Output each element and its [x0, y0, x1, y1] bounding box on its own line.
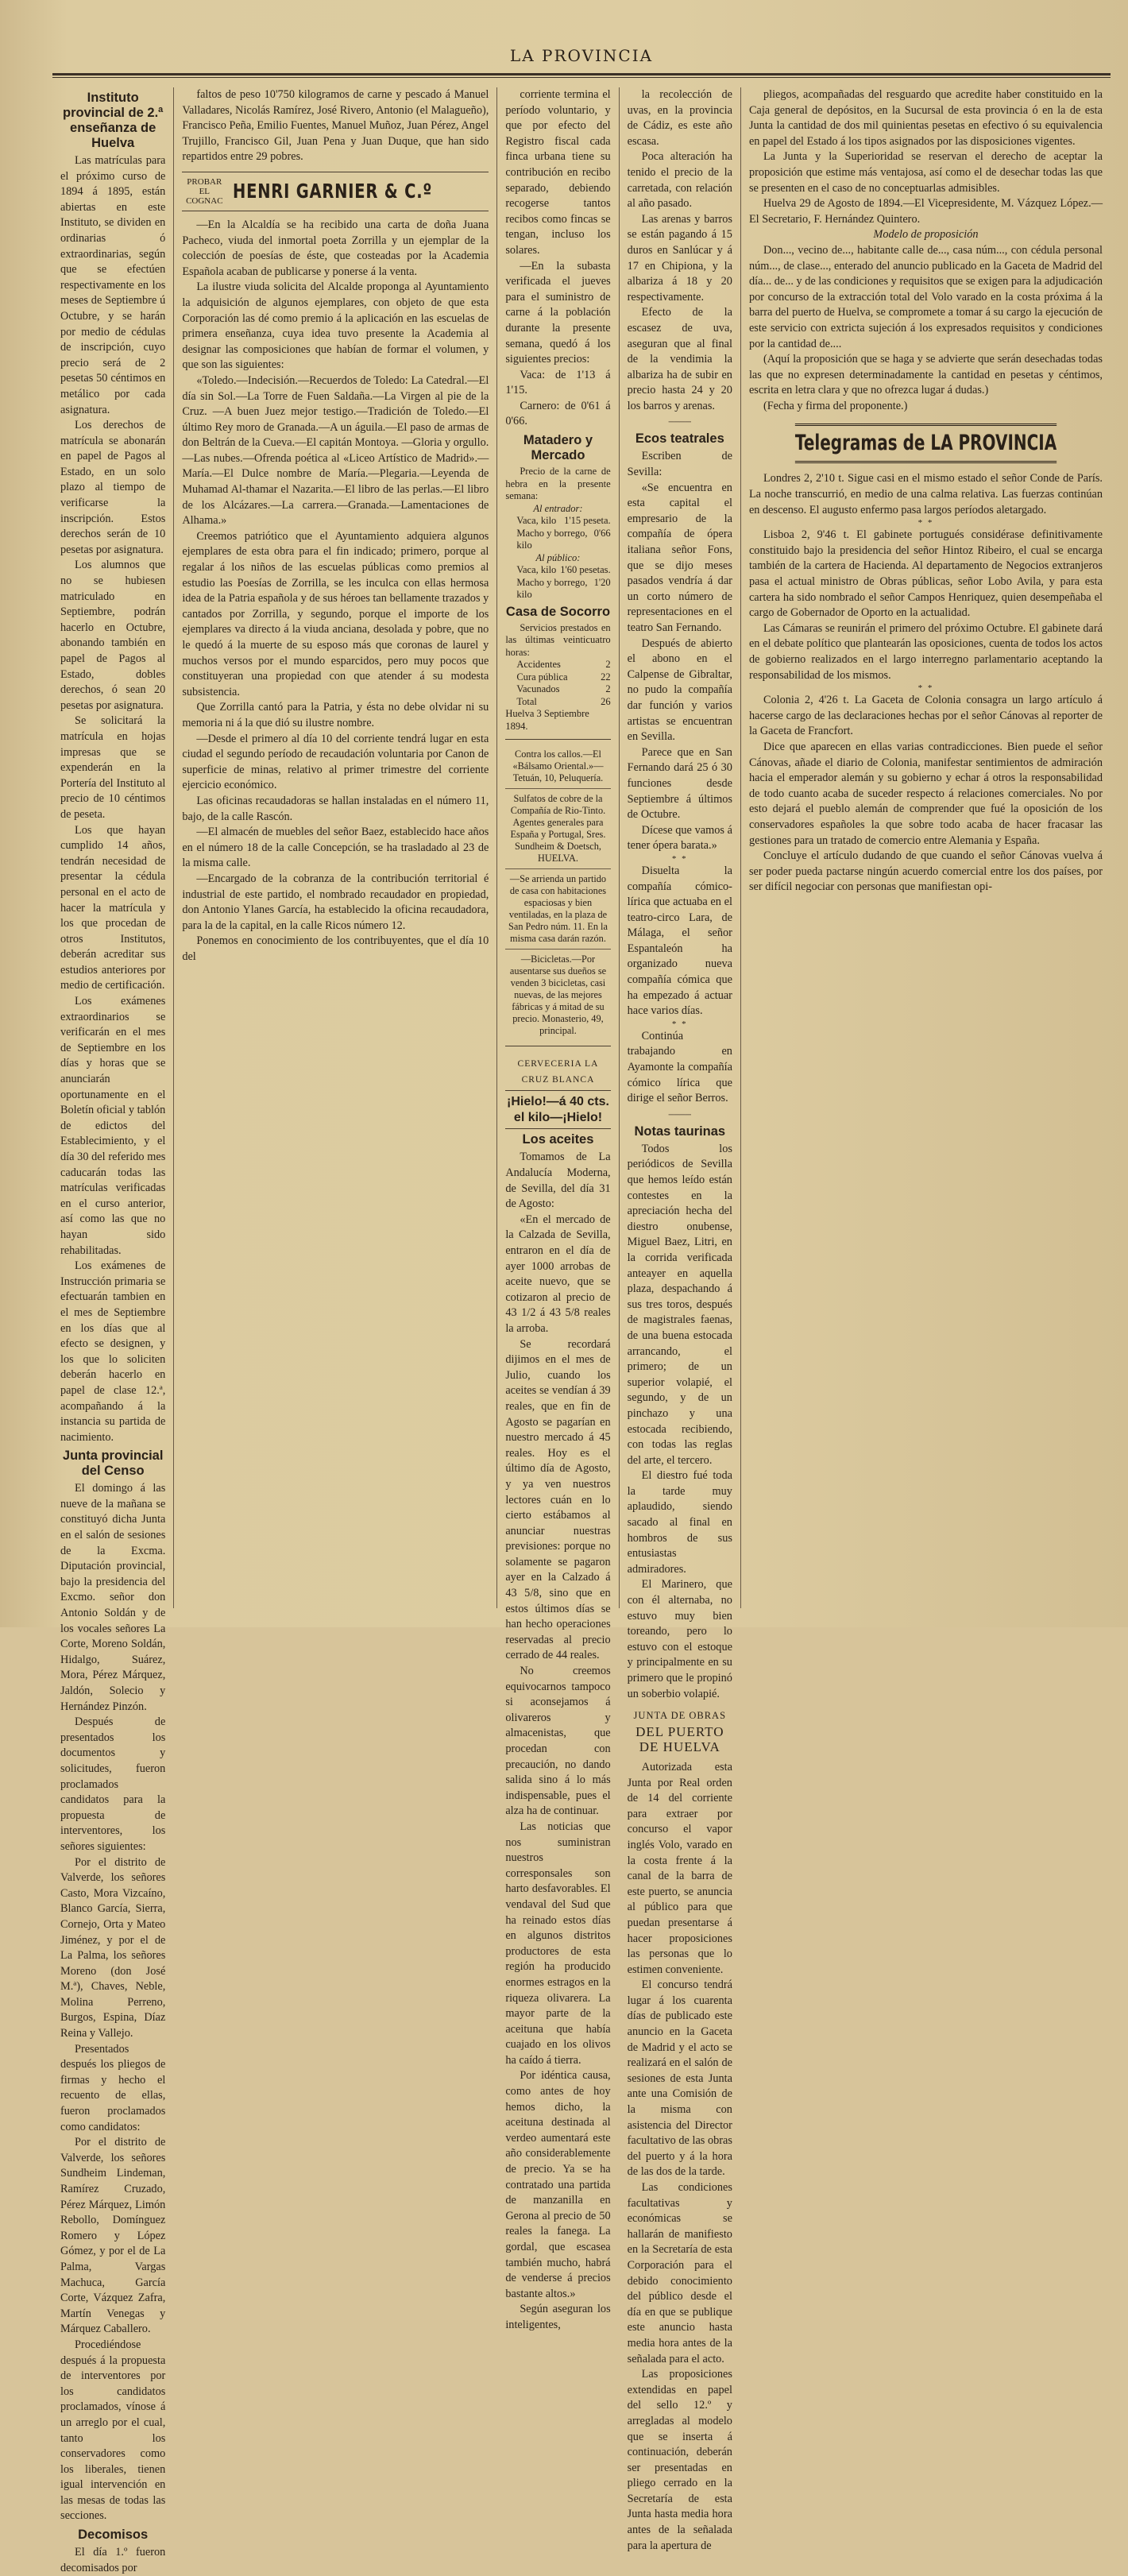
table-row [505, 564, 610, 577]
row-label: Macho y borrego, kilo [516, 527, 588, 551]
row-label: Accidentes [516, 659, 561, 671]
headline-telegramas: Telegramas de LA PROVINCIA [795, 424, 1057, 463]
table-row [505, 683, 610, 696]
section-stars: * * [917, 518, 934, 528]
paragraph: (Fecha y firma del proponente.) [763, 399, 908, 412]
paragraph: Las matrículas para el próximo curso de 1894 á 1895, están abiertas en este Instituto, se dividen en ordinarias ó extraordinarias, según que se efectúen respectivamente en los meses de Septiembre ú Octubre, y se harán por medio de cédulas de inscripción, cuyo precio será de 2 pesetas 50 céntimos en metálico por cada asignatura. [60, 154, 166, 416]
paragraph: Se recordará dijimos en el mes de Julio, cuando los aceites se vendían á 39 reales, que en fin de Agosto se pagarían en nuestro mercado á 45 reales. Hoy es el último día de Agosto, y ya ven nuestros lectores cuán en lo cierto estábamos al anunciar nuestras previsiones: porque no solamente se pagaron ayer en la Calzado á 43 5/8, sino que en estos últimos días se han hecho operaciones reservadas al precio cerrado de 44 reales. [505, 1337, 611, 1662]
row-label: Total [516, 695, 537, 707]
paragraph: Según aseguran los inteligentes, [505, 2303, 611, 2331]
ad-garnier-name: HENRI GARNIER & C.º [233, 180, 433, 203]
paragraph: Que Zorrilla cantó para la Patria, y ésta no debe olvidar ni su memoria ni á la que dió su ilustre nombre. [182, 701, 489, 729]
column-2 [174, 87, 497, 1608]
paragraph: Las condiciones facultativas y económicas se hallarán de manifiesto en la Secretaría de esta Corporación para el debido conocimiento del público desde el día en que se publique este anuncio hasta media hora antes de la señalada para el acto. [627, 2181, 732, 2365]
paragraph: Colonia 2, 4'26 t. La Gaceta de Colonia consagra un largo artículo á hacerse cargo de las declaraciones hechas por el señor Cánovas al reporter de la Gaceta de Francfort. [748, 694, 1103, 738]
headline-casa-socorro: Casa de Socorro [505, 604, 611, 619]
paragraph: El concurso tendrá lugar á los cuarenta días de publicado este anuncio en la Gaceta de Madrid y el acto se realizará en el salón de sesiones de esta Junta ante una Comisión de la misma con asistencia del Director facultativo de las obras del puerto y á la hora de las dos de la tarde. [627, 1978, 732, 2179]
column-5 [741, 87, 1111, 1608]
table-subhead: Al público: [535, 551, 581, 563]
headline-junta-censo: Junta provincial del Censo [62, 1449, 164, 1479]
paragraph: Presentados después los pliegos de firmas y hecho el recuento de ellas, fueron proclamados como candidatos: [60, 2042, 166, 2133]
section-stars: * * [671, 853, 688, 864]
paragraph: Por idéntica causa, como antes de hoy hemos dicho, la aceituna destinada al verdeo aumentará este año considerablemente de precio. Ya se ha contratado una partida de manzanilla en Gerona al precio de 50 reales la fanega. La gordal, que escasea también mucho, habrá de venderse á precios bastante altos.» [505, 2069, 611, 2300]
headline-notas-taurinas: Notas taurinas [634, 1124, 726, 1139]
section-stars: * * [917, 683, 934, 694]
junta-head-line1: JUNTA DE OBRAS [633, 1710, 727, 1722]
ad-cerveceria: CERVECERIA LA CRUZ BLANCA [517, 1059, 599, 1085]
decorative-rule: ──── [668, 418, 691, 427]
ad-callos: Contra los callos.—El «Bálsamo Oriental.»—Tetuán, 10, Peluquería. [505, 745, 610, 789]
table-row [505, 577, 610, 601]
row-value: 2 [605, 683, 611, 695]
headline-junta-obras [628, 1708, 732, 1755]
paragraph: Los alumnos que no se hubiesen matriculado en Septiembre, podrán hacerlo en Octubre, abonando también en papel de Pagos al Estado, dobles derechos, ó sean 20 pesetas por asignatura. [60, 559, 166, 712]
ad-henri-garnier [182, 172, 489, 211]
paragraph: (Aquí la proposición que se haga y se advierte que serán desechadas todas las que no expresen determinadamente la cantidad en pesetas y céntimos, escrita en letra clara y que no ofrezca lugar á dudas.) [748, 353, 1103, 397]
paragraph: La ilustre viuda solicita del Alcalde proponga al Ayuntamiento la adquisición de algunos ejemplares, con objeto de que esta Corporación las dé como premio á la aplicación en las escuelas de primera enseñanza, cuya idea tuvo presente la Academia al designar las composiciones que habían de formar el volumen, y que son las siguientes: [182, 280, 489, 372]
table-row [505, 696, 610, 709]
paragraph: Continúa trabajando en Ayamonte la compañía cómico lírica que dirige el señor Berros. [627, 1029, 732, 1105]
headline-aceites: Los aceites [522, 1132, 594, 1147]
paragraph: Los exámenes extraordinarios se verificarán en el mes de Septiembre en los días y horas que se anunciarán oportunamente en el Boletín oficial y tablón de edictos del Establecimiento, y el día 30 del referido mes caducarán todas las matrículas verificadas en el curso anterior, así como las que no hayan sido rehabilitadas. [60, 995, 166, 1257]
paragraph: Poca alteración ha tenido el precio de la carretada, con relación al año pasado. [627, 150, 732, 211]
table-row [505, 515, 610, 528]
row-label: Vacunados [516, 683, 560, 695]
paragraph: El domingo á las nueve de la mañana se constituyó dicha Junta en el salón de sesiones de la Excma. Diputación provincial, bajo la presidencia del Excmo. señor don Antonio Soldán y de los vocales señores La Corte, Moreno Soldán, Hidalgo, Suárez, Mora, Pérez Márquez, Jaldón, Solecio y Hernández Pinzón. [60, 1482, 166, 1713]
masthead-rule-thin [52, 77, 1111, 78]
paragraph: Dícese que vamos á tener ópera barata.» [627, 823, 732, 853]
paragraph: Efecto de la escasez de uva, aseguran que al final de la vendimia la albariza ha de subir en precio hasta 24 y 20 los barros y arenas. [627, 306, 732, 412]
paragraph: pliegos, acompañadas del resguardo que acredite haber constituido en la Caja general de depósitos, en la Sucursal de esta provincia ó en la de esta Junta la cantidad de dos mil quinientas pesetas en efectivo ó su equivalencia en papel del Estado á los tipos asignados por las disposiciones vigentes. [748, 88, 1103, 148]
paragraph: Dice que aparecen en ellas varias contradicciones. Bien puede el señor Cánovas, añade el diario de Colonia, manifestar sentimientos de admiración hacia el emperador alemán y su gobierno y echar á otros la responsabilidad de todo cuanto acaba de suceder respecto á relaciones comerciales. No por esto dejará el pueblo alemán de comprender que fué la oposición de los conservadores españoles la que sobre todo acaba de hacer fracasar las gestiones para un tratado de comercio entre Alemania y España. [748, 740, 1103, 847]
paragraph: Londres 2, 2'10 t. Sigue casi en el mismo estado el señor Conde de París. La noche transcurrió, en medio de una calma relativa. Las fuerzas continúan en descenso. El augusto enfermo pasa largos períodos aletargado. [748, 472, 1103, 516]
paragraph: Después de presentados los documentos y solicitudes, fueron proclamados candidatos para la propuesta de interventores, los señores siguientes: [60, 1715, 166, 1853]
column-1 [52, 87, 174, 2574]
table-row [505, 659, 610, 671]
paragraph: corriente termina el período voluntario, y que por efecto del Registro fiscal cada finca urbana tiene su contribución en recibo separado, debiendo recogerse tantos recibos como fincas se tengan, incluso los solares. [505, 88, 611, 257]
row-value: 1'20 [593, 576, 611, 588]
column-3 [497, 87, 619, 2331]
paragraph: Carnero: de 0'61 á 0'66. [505, 399, 611, 428]
paragraph: Huelva 29 de Agosto de 1894.—El Vicepresidente, M. Vázquez López.—El Secretario, F. Hernández Quintero. [748, 197, 1103, 226]
paragraph: Creemos patriótico que el Ayuntamiento adquiera algunos ejemplares de esta obra para el fin indicado; primero, porque al regalar á los niños de las escuelas públicas como premios al estudio las Poesías de Zorrilla, se les inculca con ellas hermosa idea de la Patria española y de sus héroes tan bellamente trazados y cantados por Zorrilla, y segundo, porque el importe de los ejemplares va directo á la viuda anciana, desolada y pobre, que no le quedó á la muerte de su esposo más que coronas de laurel y muchos versos por el mundo esparcidos, pero muy pocos que constituyeran una propiedad con que atender á su modesta subsistencia. [182, 529, 489, 698]
classified-ads [505, 739, 610, 1046]
paragraph: Escriben de Sevilla: [627, 450, 732, 479]
headline-ecos-teatrales: Ecos teatrales [635, 431, 724, 447]
table-note: Precio de la carne de hebra en la presente semana: [505, 466, 611, 502]
masthead: LA PROVINCIA [509, 46, 654, 65]
paragraph: Procediéndose después á la propuesta de interventores por los candidatos proclamados, vínose á un arreglo por el cual, tanto los conservadores como los liberales, tienen igual intervención en las mesas de todas las secciones. [60, 2338, 166, 2523]
dateline: Huelva 3 Septiembre 1894. [505, 708, 589, 732]
paragraph: Las noticias que nos suministran nuestros corresponsales son harto desfavorables. El vendaval del Sud que ha reinado estos días en algunos distritos productores de esta región ha producido enormes estragos en la riqueza olivarera. La mayor parte de la aceituna que había cuajado en los olivos ha caído á tierra. [505, 1820, 611, 2067]
paragraph: Los que hayan cumplido 14 años, tendrán necesidad de presentar la cédula personal en el acto de hacer la matrícula y los que procedan de otros Institutos, deberán acreditar sus estudios anteriores por medio de certificación. [60, 823, 166, 992]
table-row [505, 528, 610, 552]
row-value: 2 [605, 659, 611, 671]
row-value: 1'15 peseta. [564, 515, 611, 527]
paragraph: —En la Alcaldía se ha recibido una carta de doña Juana Pacheco, viuda del inmortal poeta Zorrilla y un ejemplar de la colección de poesías de éste, que costeadas por la Academia Española acaban de publicarse y ponerse á la venta. [182, 218, 489, 278]
ad-arrienda: —Se arrienda un partido de casa con habitaciones espaciosas y bien ventiladas, en la plaza de San Pedro núm. 11. En la misma casa darán razón. [505, 869, 610, 950]
headline-matadero: Matadero y Mercado [523, 433, 593, 463]
row-value: 0'66 [593, 527, 611, 539]
headline-instituto: Instituto provincial de 2.ª enseñanza de Huelva [63, 91, 164, 150]
paragraph: «En el mercado de la Calzada de Sevilla, entraron en el día de ayer 1000 arrobas de aceite nuevo, que se cotizaron al precio de 43 1/2 á 43 5/8 reales la arroba. [505, 1213, 611, 1335]
ad-bicicletas: —Bicicletas.—Por ausentarse sus dueños se venden 3 bicicletas, casi nuevas, de las mejores fábricas y á mitad de su precio. Monasterio, 49, principal. [509, 953, 607, 1037]
paragraph: Los derechos de matrícula se abonarán en papel de Pagos al Estado, en un solo plazo al tiempo de verificarse la inscripción. Estos derechos serán de 10 pesetas por asignatura. [60, 419, 166, 556]
paragraph: —En la subasta verificada el jueves para el suministro de carne á la población durante la presente semana, quedó á los siguientes precios: [505, 259, 611, 366]
paragraph: «Toledo.—Indecisión.—Recuerdos de Toledo: La Catedral.—El día sin Sol.—La Torre de Fuen Saldaña.—La Virgen al pie de la Cruz. —A buen Juez mejor testigo.—Tradición de Toledo.—El último Rey moro de Granada.—A un águila.—El paso de armas de don Beltrán de la Cueva.—El capitán Montoya. —Gloria y orgullo.—Las nubes.—Ofrenda poética al «Liceo Artístico de Madrid».—María.—El Dulce nombre de María.—Plegaria.—Leyenda de Muhamad Al-thamar el Nazarita.—El libro de las perlas.—El libro de los Alcázares.—La carrera.—Granada.—Lamentaciones de Alhama.» [182, 373, 489, 528]
row-label: Cura pública [516, 671, 568, 683]
row-label: Vaca, kilo [516, 564, 557, 576]
paragraph: Las oficinas recaudadoras se hallan instaladas en el número 11, bajo, de la calle Rascón. [182, 794, 489, 823]
row-label: Vaca, kilo [516, 515, 557, 527]
paragraph: —Desde el primero al día 10 del corriente tendrá lugar en esta ciudad el segundo período de recaudación voluntaria por Canon de superficie de minas, relativo al primer trimestre del corriente ejercicio económico. [182, 732, 489, 792]
paragraph: No creemos equivocarnos tampoco si aconsejamos á olivareros y almacenistas, que procedan con precaución, no dando salida sino á lo más indispensable, pues el alza ha de continuar. [505, 1665, 611, 1818]
table-row [505, 671, 610, 684]
paragraph: —El almacén de muebles del señor Baez, establecido hace años en el número 18 de la calle Concepción, se ha trasladado al 23 de la misma calle. [182, 826, 489, 870]
ad-sulfatos: Sulfatos de cobre de la Compañía de Rio-Tinto. Agentes generales para España y Portugal, Sres. Sundheim & Doetsch, HUELVA. [505, 789, 610, 869]
paragraph: La Junta y la Superioridad se reservan el derecho de aceptar la proposición que estime más ventajosa, así como el de desechar todas las que se presenten en el caso de no conceptuarlas admisibles. [748, 150, 1103, 195]
paragraph: la recolección de uvas, en la provincia de Cádiz, es este año escasa. [627, 88, 732, 148]
paragraph: «Se encuentra en esta capital el empresario de la compañía de ópera italiana señor Fons, que se dijo meses pasados vendría á dar un corto número de representaciones en el teatro San Fernando. [627, 481, 732, 634]
paragraph: Por el distrito de Valverde, los señores Casto, Mora Vizcaíno, Blanco García, Sierra, Cornejo, Orta y Mateo Jiménez, y por el de La Palma, los señores Moreno (don José M.ª), Chaves, Neble, Molina Perreno, Burgos, Espina, Díaz Reina y Vallejo. [60, 1855, 166, 2040]
column-4 [620, 87, 741, 2552]
paragraph: Concluye el artículo dudando de que cuando el señor Cánovas vuelva á ser poder pueda pactarse ningún acuerdo comercial entre los dos países, por ser difícil negociar con personas que manifiestan opi- [748, 849, 1103, 894]
row-label: Macho y borrego, kilo [516, 576, 588, 601]
paragraph: Los exámenes de Instrucción primaria se efectuarán tambien en el mes de Septiembre en los días que al efecto se designen, y los que lo soliciten deberán hacerlo en papel de clase 12.ª, acompañando á la instancia su partida de nacimiento. [60, 1259, 166, 1444]
paragraph: Después de abierto el abono en el Calpense de Gibraltar, no pudo la compañía dar función y varios artistas se encuentran en Sevilla. [627, 636, 732, 744]
ad-hielo: ¡Hielo!—á 40 cts. el kilo—¡Hielo! [505, 1090, 610, 1129]
paragraph: Ponemos en conocimiento de los contribuyentes, que el día 10 del [182, 934, 489, 963]
paragraph: Disuelta la compañía cómico-lírica que actuaba en el teatro-circo Lara, de Málaga, el señor Espantaleón ha organizado nueva compañía cómica que ha empezado á actuar hace varios días. [627, 864, 732, 1018]
paragraph: Las arenas y barros se están pagando á 15 duros en Sanlúcar y á 17 en Chipiona, y la albariza á 18 y 20 respectivamente. [627, 212, 732, 304]
paragraph: —Encargado de la cobranza de la contribución territorial é industrial de este partido, el nombrado recaudador en propiedad, don Antonio Ylanes García, ha establecido la oficina recaudadora, para la de la capital, en la calle Ricos número 12. [182, 872, 489, 932]
paragraph: Las proposiciones extendidas en papel del sello 12.º y arregladas al modelo que se inserta á continuación, deberán ser presentadas en pliego cerrado en la Secretaría de esta Junta hasta media hora antes de la señalada para la apertura de [627, 2368, 732, 2552]
paragraph: Don..., vecino de..., habitante calle de..., casa núm..., con cédula personal núm..., de clase..., enterado del anuncio publicado en la Gaceta de Madrid del día... de... y de las condiciones y requisitos que se exigen para la adjudicación por concurso de la extracción total del Volo varado en la costa próxima á la barra del puerto de Huelva, se compromete a tomar á su cargo la ejecución de este servicio con extricta sujeción á los expresados requisitos y condiciones por la cantidad de.... [748, 243, 1103, 350]
paragraph: Autorizada esta Junta por Real orden de 14 del corriente para extraer por concurso el vapor inglés Volo, varado en la costa frente á la canal de la barra de este puerto, se anuncia al público para que puedan presentarse á hacer proposiciones las personas que lo estimen conveniente. [627, 1760, 732, 1976]
paragraph: faltos de peso 10'750 kilogramos de carne y pescado á Manuel Valladares, Nicolás Ramírez, José Rivero, Antonio (el Malagueño), Francisco Peña, Emilio Fuentes, Manuel Muñoz, Juan Pérez, Angel Trujillo, Francisco Gil, Juan Pena y Juan Duque, que han sido repartidos entre 29 pobres. [182, 88, 489, 164]
socorro-table [505, 622, 610, 733]
decorative-rule: ──── [668, 1110, 691, 1120]
paragraph: Todos los periódicos de Sevilla que hemos leído están contestes en la apreciación hecha del diestro onubense, Miguel Baez, Litri, en la corrida verificada anteayer en aquella plaza, despachando á sus tres toros, después de magistrales faenas, de una buena estocada arrancando, el primero; de un superior volapié, el segundo, y de un pinchazo y una estocada recibiendo, con todas las reglas del arte, el tercero. [627, 1142, 732, 1467]
paragraph: El diestro fué toda la tarde muy aplaudido, siendo sacado al final en hombros de sus entusiastas admiradores. [627, 1469, 732, 1576]
paragraph: El Marinero, que con él alternaba, no estuvo muy bien toreando, pero lo estuvo con el estoque y principalmente en su primero que le propinó un soberbio volapié. [627, 1578, 732, 1700]
row-value: 1'60 pesetas. [560, 564, 611, 576]
row-value: 26 [601, 695, 611, 707]
ad-garnier-tagline: PROBAR EL COGNAC [186, 176, 223, 206]
junta-head-line2: DEL PUERTO DE HUELVA [635, 1723, 724, 1755]
masthead-rule [52, 73, 1111, 75]
paragraph: Se solicitará la matrícula en hojas impresas que se expenderán en la Portería del Instituto al precio de 10 céntimos de peseta. [60, 714, 166, 821]
headline-modelo: Modelo de proposición [873, 228, 979, 242]
section-stars: * * [671, 1019, 688, 1029]
table-subhead: Al entrador: [533, 502, 583, 514]
paragraph: El día 1.º fueron decomisados por [60, 2546, 166, 2574]
row-value: 22 [601, 671, 611, 683]
table-note: Servicios prestados en las últimas veinticuatro horas: [505, 621, 611, 658]
price-table [505, 466, 610, 601]
paragraph: Lisboa 2, 9'46 t. El gabinete portugués considérase definitivamente constituido bajo la presidencia del señor Hintoz Ribeiro, el cual se encarga también de la cartera de Hacienda. Al departamento de Negocios extranjeros pasa el actual ministro de Obras públicas, señor Lobo Avila, y para esta cartera ha sido nombrado el señor Campos Henriquez, quien desempeñaba el cargo de Gobernador de Oporto en la actualidad. [748, 528, 1103, 620]
paragraph: Por el distrito de Valverde, los señores Sundheim Lindeman, Ramírez Cruzado, Pérez Márquez, Limón Rebollo, Domínguez Romero y López Gómez, y por el de La Palma, Vargas Machuca, García Corte, Vázquez Zafra, Martín Venegas y Márquez Caballero. [60, 2136, 166, 2336]
paragraph: Tomamos de La Andalucía Moderna, de Sevilla, del día 31 de Agosto: [505, 1151, 611, 1211]
paragraph: Vaca: de 1'13 á 1'15. [505, 368, 611, 397]
paragraph: Parece que en San Fernando dará 25 ó 30 funciones desde Septiembre á últimos de Octubre. [627, 745, 732, 822]
columns [52, 87, 1111, 2574]
paragraph: Las Cámaras se reunirán el primero del próximo Octubre. El gabinete dará en el debate político que plantearán las oposiciones, cuenta de todos los actos de gobierno realizados en el largo interregno parlamentario aceptando la responsabilidad de los mismos. [748, 621, 1103, 682]
headline-decomisos: Decomisos [78, 2528, 149, 2543]
